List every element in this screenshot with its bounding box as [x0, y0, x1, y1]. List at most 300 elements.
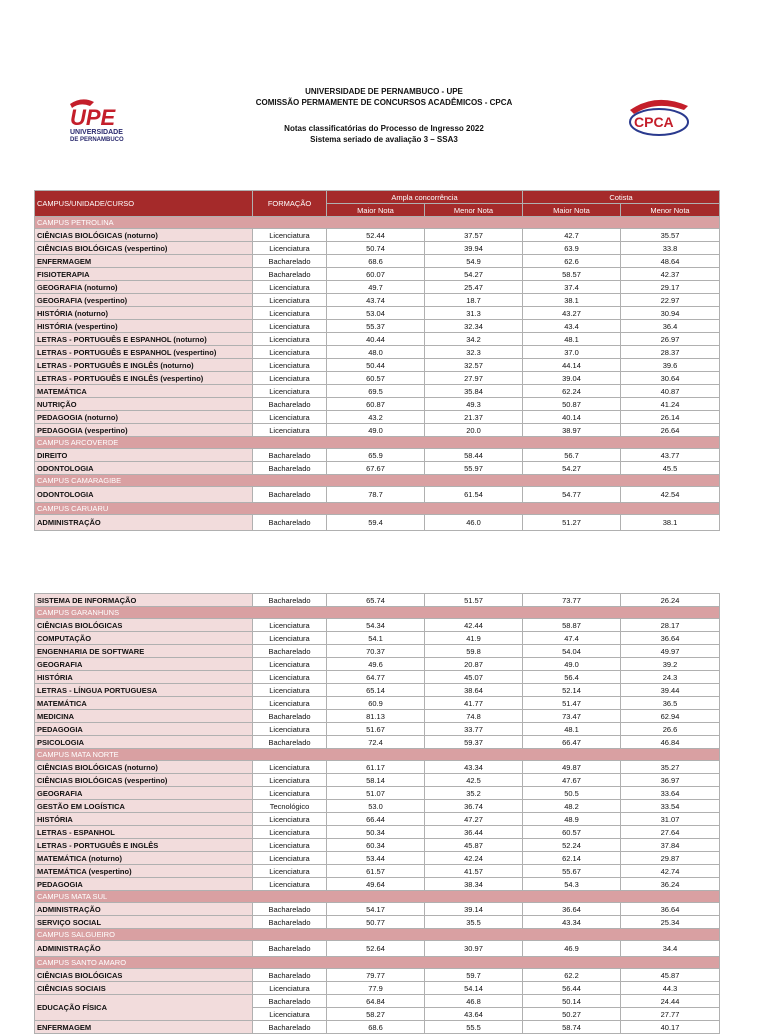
ampla-menor-nota: 46.0 — [425, 515, 523, 531]
course-name: COMPUTAÇÃO — [35, 632, 253, 645]
cotista-menor-nota: 36.4 — [621, 320, 720, 333]
table-row — [35, 268, 720, 281]
formacao: Bacharelado — [253, 268, 327, 281]
cpca-logo — [626, 96, 692, 140]
table-row — [35, 229, 720, 242]
cotista-menor-nota: 24.44 — [621, 995, 720, 1008]
formacao: Licenciatura — [253, 294, 327, 307]
cotista-maior-nota: 62.24 — [523, 385, 621, 398]
cotista-menor-nota: 22.97 — [621, 294, 720, 307]
course-name: HISTÓRIA (vespertino) — [35, 320, 253, 333]
course-name: MATEMÁTICA — [35, 697, 253, 710]
ampla-maior-nota: 78.7 — [327, 487, 425, 503]
course-name: FISIOTERAPIA — [35, 268, 253, 281]
cotista-maior-nota: 49.0 — [523, 658, 621, 671]
table-row — [35, 594, 720, 607]
cotista-maior-nota: 43.4 — [523, 320, 621, 333]
course-name: GESTÃO EM LOGÍSTICA — [35, 800, 253, 813]
cotista-maior-nota: 44.14 — [523, 359, 621, 372]
ampla-maior-nota: 54.34 — [327, 619, 425, 632]
ampla-menor-nota: 20.87 — [425, 658, 523, 671]
cotista-maior-nota: 37.4 — [523, 281, 621, 294]
ampla-maior-nota: 68.6 — [327, 255, 425, 268]
formacao: Licenciatura — [253, 229, 327, 242]
formacao: Bacharelado — [253, 515, 327, 531]
table-row — [35, 903, 720, 916]
ampla-menor-nota: 32.34 — [425, 320, 523, 333]
cotista-menor-nota: 38.1 — [621, 515, 720, 531]
header-university: UNIVERSIDADE DE PERNAMBUCO - UPE — [305, 87, 463, 96]
cotista-maior-nota: 58.87 — [523, 619, 621, 632]
campus-row — [35, 749, 720, 761]
ampla-maior-nota: 53.0 — [327, 800, 425, 813]
ampla-maior-nota: 58.27 — [327, 1008, 425, 1021]
table-row — [35, 1021, 720, 1034]
cotista-maior-nota: 54.04 — [523, 645, 621, 658]
cotista-menor-nota: 36.24 — [621, 878, 720, 891]
cotista-maior-nota: 48.1 — [523, 333, 621, 346]
course-name: CIÊNCIAS BIOLÓGICAS (noturno) — [35, 229, 253, 242]
cotista-maior-nota: 50.87 — [523, 398, 621, 411]
cotista-maior-nota: 48.2 — [523, 800, 621, 813]
header-system: Sistema seriado de avaliação 3 – SSA3 — [310, 135, 458, 144]
course-name: LETRAS - PORTUGUÊS E ESPANHOL (noturno) — [35, 333, 253, 346]
formacao: Bacharelado — [253, 449, 327, 462]
formacao: Bacharelado — [253, 995, 327, 1008]
formacao: Licenciatura — [253, 761, 327, 774]
table-row — [35, 787, 720, 800]
cotista-maior-nota: 39.04 — [523, 372, 621, 385]
formacao: Licenciatura — [253, 982, 327, 995]
cotista-maior-nota: 43.34 — [523, 916, 621, 929]
course-name: PEDAGOGIA — [35, 878, 253, 891]
campus-row — [35, 891, 720, 903]
course-name: GEOGRAFIA (noturno) — [35, 281, 253, 294]
course-name: PEDAGOGIA — [35, 723, 253, 736]
ampla-maior-nota: 49.6 — [327, 658, 425, 671]
cotista-menor-nota: 27.64 — [621, 826, 720, 839]
cotista-menor-nota: 28.17 — [621, 619, 720, 632]
cotista-maior-header: Maior Nota — [523, 204, 621, 217]
course-name: CIÊNCIAS SOCIAIS — [35, 982, 253, 995]
cotista-maior-nota: 47.4 — [523, 632, 621, 645]
formacao: Bacharelado — [253, 1021, 327, 1034]
campus-name: CAMPUS GARANHUNS — [35, 607, 720, 619]
ampla-maior-nota: 60.07 — [327, 268, 425, 281]
cotista-menor-nota: 48.64 — [621, 255, 720, 268]
ampla-maior-nota: 81.13 — [327, 710, 425, 723]
grades-table-1 — [34, 190, 720, 531]
ampla-maior-nota: 64.84 — [327, 995, 425, 1008]
ampla-menor-nota: 51.57 — [425, 594, 523, 607]
ampla-maior-nota: 60.9 — [327, 697, 425, 710]
cotista-menor-nota: 35.27 — [621, 761, 720, 774]
ampla-menor-nota: 55.97 — [425, 462, 523, 475]
ampla-maior-nota: 49.64 — [327, 878, 425, 891]
cotista-maior-nota: 56.4 — [523, 671, 621, 684]
table-row — [35, 307, 720, 320]
ampla-menor-nota: 46.8 — [425, 995, 523, 1008]
ampla-menor-nota: 36.44 — [425, 826, 523, 839]
cotista-menor-nota: 26.6 — [621, 723, 720, 736]
ampla-maior-nota: 52.44 — [327, 229, 425, 242]
ampla-menor-nota: 35.5 — [425, 916, 523, 929]
formacao: Bacharelado — [253, 462, 327, 475]
table-row — [35, 941, 720, 957]
course-name: LETRAS - PORTUGUÊS E ESPANHOL (vespertino) — [35, 346, 253, 359]
campus-row — [35, 475, 720, 487]
course-name: CIÊNCIAS BIOLÓGICAS — [35, 969, 253, 982]
cotista-menor-nota: 41.24 — [621, 398, 720, 411]
ampla-maior-nota: 65.9 — [327, 449, 425, 462]
cotista-menor-nota: 30.94 — [621, 307, 720, 320]
cotista-menor-nota: 26.64 — [621, 424, 720, 437]
ampla-menor-nota: 39.14 — [425, 903, 523, 916]
ampla-maior-nota: 49.7 — [327, 281, 425, 294]
course-name: HISTÓRIA (noturno) — [35, 307, 253, 320]
cotista-maior-nota: 58.74 — [523, 1021, 621, 1034]
course-name: CIÊNCIAS BIOLÓGICAS (vespertino) — [35, 774, 253, 787]
formacao: Licenciatura — [253, 424, 327, 437]
cotista-menor-nota: 26.24 — [621, 594, 720, 607]
course-name: GEOGRAFIA (vespertino) — [35, 294, 253, 307]
cotista-menor-nota: 26.14 — [621, 411, 720, 424]
table-row — [35, 736, 720, 749]
course-name: CIÊNCIAS BIOLÓGICAS — [35, 619, 253, 632]
campus-name: CAMPUS MATA SUL — [35, 891, 720, 903]
cotista-maior-nota: 60.57 — [523, 826, 621, 839]
table-row — [35, 294, 720, 307]
ampla-maior-nota: 58.14 — [327, 774, 425, 787]
formacao: Bacharelado — [253, 710, 327, 723]
course-name: ENGENHARIA DE SOFTWARE — [35, 645, 253, 658]
course-name: HISTÓRIA — [35, 813, 253, 826]
cotista-menor-nota: 29.87 — [621, 852, 720, 865]
ampla-maior-nota: 50.74 — [327, 242, 425, 255]
formacao: Bacharelado — [253, 398, 327, 411]
formacao: Licenciatura — [253, 839, 327, 852]
table-row — [35, 995, 720, 1008]
ampla-maior-nota: 43.74 — [327, 294, 425, 307]
ampla-menor-nota: 55.5 — [425, 1021, 523, 1034]
cotista-maior-nota: 63.9 — [523, 242, 621, 255]
formacao: Licenciatura — [253, 242, 327, 255]
table-row — [35, 826, 720, 839]
table-row — [35, 800, 720, 813]
table-row — [35, 684, 720, 697]
cotista-menor-nota: 43.77 — [621, 449, 720, 462]
ampla-maior-nota: 43.2 — [327, 411, 425, 424]
ampla-maior-nota: 53.04 — [327, 307, 425, 320]
course-name: ODONTOLOGIA — [35, 462, 253, 475]
ampla-menor-nota: 49.3 — [425, 398, 523, 411]
ampla-menor-nota: 38.64 — [425, 684, 523, 697]
ampla-menor-nota: 61.54 — [425, 487, 523, 503]
ampla-maior-nota: 55.37 — [327, 320, 425, 333]
campus-row — [35, 217, 720, 229]
formacao: Licenciatura — [253, 774, 327, 787]
table-row — [35, 515, 720, 531]
campus-row — [35, 929, 720, 941]
cotista-maior-nota: 38.97 — [523, 424, 621, 437]
ampla-menor-nota: 54.9 — [425, 255, 523, 268]
table-row — [35, 398, 720, 411]
ampla-menor-header: Menor Nota — [425, 204, 523, 217]
formacao: Licenciatura — [253, 1008, 327, 1021]
cotista-maior-nota: 50.5 — [523, 787, 621, 800]
ampla-maior-nota: 64.77 — [327, 671, 425, 684]
table-row — [35, 761, 720, 774]
cotista-maior-nota: 52.24 — [523, 839, 621, 852]
course-name: MEDICINA — [35, 710, 253, 723]
cotista-maior-nota: 54.27 — [523, 462, 621, 475]
table-row — [35, 632, 720, 645]
cotista-menor-nota: 36.64 — [621, 632, 720, 645]
table-row — [35, 462, 720, 475]
ampla-maior-nota: 51.67 — [327, 723, 425, 736]
cotista-maior-nota: 50.27 — [523, 1008, 621, 1021]
course-name: GEOGRAFIA — [35, 787, 253, 800]
cotista-maior-nota: 38.1 — [523, 294, 621, 307]
ampla-menor-nota: 41.57 — [425, 865, 523, 878]
ampla-maior-nota: 49.0 — [327, 424, 425, 437]
cotista-menor-nota: 39.6 — [621, 359, 720, 372]
ampla-maior-nota: 70.37 — [327, 645, 425, 658]
cotista-menor-nota: 44.3 — [621, 982, 720, 995]
ampla-maior-nota: 59.4 — [327, 515, 425, 531]
cotista-menor-nota: 33.64 — [621, 787, 720, 800]
formacao: Licenciatura — [253, 411, 327, 424]
cotista-maior-nota: 46.9 — [523, 941, 621, 957]
cotista-menor-nota: 46.84 — [621, 736, 720, 749]
formacao: Bacharelado — [253, 736, 327, 749]
ampla-menor-nota: 58.44 — [425, 449, 523, 462]
formacao: Licenciatura — [253, 320, 327, 333]
formacao: Bacharelado — [253, 255, 327, 268]
table-row — [35, 449, 720, 462]
cotista-menor-nota: 40.87 — [621, 385, 720, 398]
cotista-maior-nota: 48.9 — [523, 813, 621, 826]
campus-name: CAMPUS SANTO AMARO — [35, 957, 720, 969]
formacao: Licenciatura — [253, 307, 327, 320]
formacao: Bacharelado — [253, 916, 327, 929]
formacao: Licenciatura — [253, 865, 327, 878]
cotista-menor-nota: 33.8 — [621, 242, 720, 255]
ampla-menor-nota: 42.44 — [425, 619, 523, 632]
ampla-menor-nota: 54.27 — [425, 268, 523, 281]
course-name: LETRAS - LÍNGUA PORTUGUESA — [35, 684, 253, 697]
campus-row — [35, 957, 720, 969]
cotista-maior-nota: 51.47 — [523, 697, 621, 710]
cotista-menor-nota: 33.54 — [621, 800, 720, 813]
ampla-maior-nota: 61.57 — [327, 865, 425, 878]
cotista-maior-nota: 37.0 — [523, 346, 621, 359]
course-name: HISTÓRIA — [35, 671, 253, 684]
upe-logo — [64, 98, 142, 144]
ampla-menor-nota: 42.24 — [425, 852, 523, 865]
course-name: ENFERMAGEM — [35, 255, 253, 268]
cotista-maior-nota: 73.47 — [523, 710, 621, 723]
cotista-menor-nota: 39.2 — [621, 658, 720, 671]
ampla-maior-nota: 60.34 — [327, 839, 425, 852]
cotista-menor-nota: 40.17 — [621, 1021, 720, 1034]
table-row — [35, 969, 720, 982]
course-name: LETRAS - ESPANHOL — [35, 826, 253, 839]
group-ampla-header: Ampla concorrência — [327, 191, 523, 204]
cotista-maior-nota: 56.44 — [523, 982, 621, 995]
formacao: Licenciatura — [253, 684, 327, 697]
cotista-maior-nota: 47.67 — [523, 774, 621, 787]
table-row — [35, 333, 720, 346]
cotista-menor-header: Menor Nota — [621, 204, 720, 217]
formacao: Licenciatura — [253, 359, 327, 372]
cotista-maior-nota: 55.67 — [523, 865, 621, 878]
formacao: Licenciatura — [253, 281, 327, 294]
ampla-maior-nota: 54.17 — [327, 903, 425, 916]
table-row — [35, 852, 720, 865]
ampla-menor-nota: 30.97 — [425, 941, 523, 957]
course-name: SISTEMA DE INFORMAÇÃO — [35, 594, 253, 607]
table-row — [35, 619, 720, 632]
cotista-menor-nota: 26.97 — [621, 333, 720, 346]
table-row — [35, 710, 720, 723]
table-row — [35, 813, 720, 826]
ampla-menor-nota: 21.37 — [425, 411, 523, 424]
ampla-menor-nota: 45.87 — [425, 839, 523, 852]
ampla-menor-nota: 33.77 — [425, 723, 523, 736]
ampla-menor-nota: 37.57 — [425, 229, 523, 242]
ampla-maior-nota: 65.74 — [327, 594, 425, 607]
cotista-menor-nota: 49.97 — [621, 645, 720, 658]
table-row — [35, 359, 720, 372]
campus-name: CAMPUS ARCOVERDE — [35, 437, 720, 449]
table-row — [35, 424, 720, 437]
cpca-logo-text: CPCA — [634, 114, 674, 130]
ampla-maior-nota: 50.44 — [327, 359, 425, 372]
cotista-menor-nota: 62.94 — [621, 710, 720, 723]
ampla-menor-nota: 47.27 — [425, 813, 523, 826]
cotista-maior-nota: 40.14 — [523, 411, 621, 424]
cotista-maior-nota: 54.77 — [523, 487, 621, 503]
table-row — [35, 658, 720, 671]
ampla-menor-nota: 74.8 — [425, 710, 523, 723]
course-name: LETRAS - PORTUGUÊS E INGLÊS (vespertino) — [35, 372, 253, 385]
campus-name: CAMPUS SALGUEIRO — [35, 929, 720, 941]
table-row — [35, 697, 720, 710]
formacao: Bacharelado — [253, 969, 327, 982]
ampla-maior-nota: 60.87 — [327, 398, 425, 411]
ampla-menor-nota: 35.84 — [425, 385, 523, 398]
ampla-menor-nota: 42.5 — [425, 774, 523, 787]
ampla-maior-nota: 79.77 — [327, 969, 425, 982]
upe-logo-sub1: UNIVERSIDADE — [70, 129, 123, 136]
course-name: ENFERMAGEM — [35, 1021, 253, 1034]
campus-row — [35, 607, 720, 619]
formacao: Licenciatura — [253, 723, 327, 736]
table-row — [35, 916, 720, 929]
ampla-menor-nota: 41.9 — [425, 632, 523, 645]
table-row — [35, 346, 720, 359]
course-name: EDUCAÇÃO FÍSICA — [35, 995, 253, 1021]
cotista-menor-nota: 36.64 — [621, 903, 720, 916]
ampla-menor-nota: 36.74 — [425, 800, 523, 813]
ampla-menor-nota: 32.57 — [425, 359, 523, 372]
course-name: ADMINISTRAÇÃO — [35, 515, 253, 531]
cotista-menor-nota: 42.74 — [621, 865, 720, 878]
ampla-maior-nota: 68.6 — [327, 1021, 425, 1034]
campus-name: CAMPUS CAMARAGIBE — [35, 475, 720, 487]
ampla-menor-nota: 43.64 — [425, 1008, 523, 1021]
table-row — [35, 255, 720, 268]
ampla-maior-nota: 67.67 — [327, 462, 425, 475]
cotista-menor-nota: 31.07 — [621, 813, 720, 826]
course-name: PSICOLOGIA — [35, 736, 253, 749]
upe-logo-text: UPE — [70, 105, 116, 130]
ampla-menor-nota: 39.94 — [425, 242, 523, 255]
cotista-menor-nota: 30.64 — [621, 372, 720, 385]
header-commission: COMISSÃO PERMAMENTE DE CONCURSOS ACADÊMICOS - CPCA — [255, 98, 513, 107]
formacao: Licenciatura — [253, 671, 327, 684]
cotista-menor-nota: 42.54 — [621, 487, 720, 503]
cotista-maior-nota: 51.27 — [523, 515, 621, 531]
cotista-menor-nota: 39.44 — [621, 684, 720, 697]
ampla-maior-nota: 50.34 — [327, 826, 425, 839]
formacao: Licenciatura — [253, 658, 327, 671]
course-name: LETRAS - PORTUGUÊS E INGLÊS (noturno) — [35, 359, 253, 372]
ampla-maior-nota: 77.9 — [327, 982, 425, 995]
ampla-menor-nota: 32.3 — [425, 346, 523, 359]
cotista-maior-nota: 62.2 — [523, 969, 621, 982]
ampla-maior-nota: 50.77 — [327, 916, 425, 929]
cotista-maior-nota: 62.14 — [523, 852, 621, 865]
cotista-menor-nota: 36.5 — [621, 697, 720, 710]
table-row — [35, 242, 720, 255]
formacao: Licenciatura — [253, 372, 327, 385]
ampla-maior-nota: 72.4 — [327, 736, 425, 749]
ampla-menor-nota: 27.97 — [425, 372, 523, 385]
cotista-menor-nota: 25.34 — [621, 916, 720, 929]
ampla-maior-nota: 48.0 — [327, 346, 425, 359]
cotista-maior-nota: 54.3 — [523, 878, 621, 891]
cotista-maior-nota: 50.14 — [523, 995, 621, 1008]
course-name: PEDAGOGIA (vespertino) — [35, 424, 253, 437]
formacao: Licenciatura — [253, 787, 327, 800]
ampla-menor-nota: 34.2 — [425, 333, 523, 346]
table-row — [35, 320, 720, 333]
course-name: PEDAGOGIA (noturno) — [35, 411, 253, 424]
formacao: Licenciatura — [253, 852, 327, 865]
campus-name: CAMPUS MATA NORTE — [35, 749, 720, 761]
formacao: Licenciatura — [253, 333, 327, 346]
table-row — [35, 774, 720, 787]
formacao: Tecnológico — [253, 800, 327, 813]
ampla-maior-nota: 53.44 — [327, 852, 425, 865]
campus-name: CAMPUS PETROLINA — [35, 217, 720, 229]
cotista-menor-nota: 24.3 — [621, 671, 720, 684]
cotista-maior-nota: 36.64 — [523, 903, 621, 916]
course-name: LETRAS - PORTUGUÊS E INGLÊS — [35, 839, 253, 852]
course-name: ADMINISTRAÇÃO — [35, 903, 253, 916]
cotista-maior-nota: 43.27 — [523, 307, 621, 320]
ampla-maior-nota: 52.64 — [327, 941, 425, 957]
cotista-menor-nota: 29.17 — [621, 281, 720, 294]
course-name: CIÊNCIAS BIOLÓGICAS (vespertino) — [35, 242, 253, 255]
ampla-menor-nota: 35.2 — [425, 787, 523, 800]
table-row — [35, 281, 720, 294]
table-row — [35, 645, 720, 658]
ampla-menor-nota: 59.37 — [425, 736, 523, 749]
course-name: NUTRIÇÃO — [35, 398, 253, 411]
